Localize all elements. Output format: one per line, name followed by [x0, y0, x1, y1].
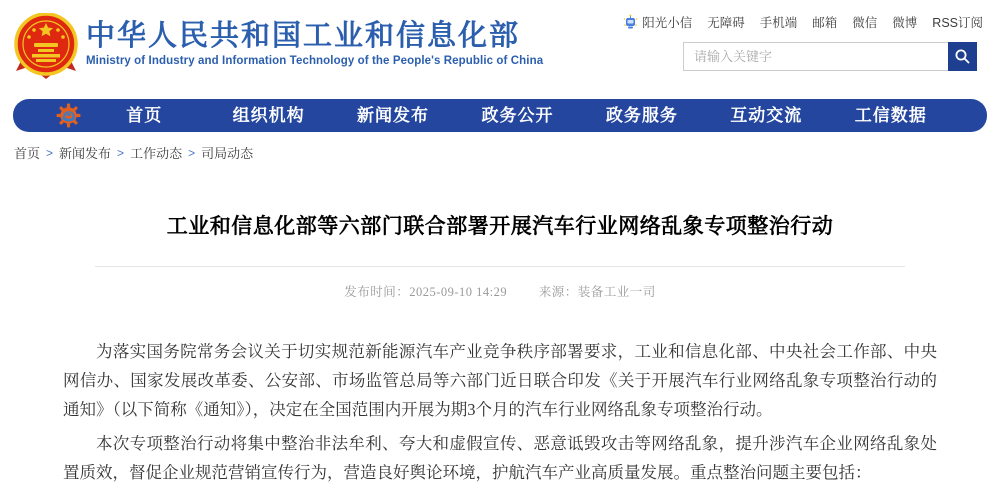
main-nav: [13, 99, 987, 132]
breadcrumb-work-trends[interactable]: 工作动态: [130, 146, 183, 161]
site-brand: [86, 19, 543, 67]
quick-link-wechat[interactable]: [852, 13, 877, 31]
breadcrumb: [14, 143, 1000, 162]
quick-link-yangguang[interactable]: [623, 13, 692, 31]
article-meta: [0, 282, 1000, 300]
quick-link-label: 无障碍: [707, 16, 745, 30]
assistant-robot-icon: [623, 14, 638, 30]
search-button[interactable]: [948, 42, 977, 71]
search-input[interactable]: [684, 43, 948, 70]
quick-link-mail[interactable]: [812, 13, 837, 31]
quick-link-mobile[interactable]: [760, 13, 798, 31]
miit-gear-logo-icon: [55, 102, 82, 129]
site-title: 中华人民共和国工业和信息化部: [86, 20, 521, 52]
nav-item-gov-services[interactable]: 政务服务: [605, 106, 678, 125]
national-emblem-icon: [14, 13, 78, 79]
article-source: 来源：装备工业一司: [538, 285, 656, 299]
nav-item-miit-data[interactable]: 工信数据: [854, 106, 927, 125]
nav-item-news[interactable]: 新闻发布: [357, 106, 430, 125]
breadcrumb-home[interactable]: 首页: [14, 146, 41, 161]
quick-link-rss[interactable]: [932, 13, 983, 31]
title-divider: [95, 266, 905, 267]
article-paragraph: 本次专项整治行动将集中整治非法牟利、夸大和虚假宣传、恶意诋毁攻击等网络乱象，提升涉汽车企业网络乱象处置质效，督促企业规范营销宣传行为，营造良好舆论环境，护航汽车产业高质量发展。重点整治问题主要包括：: [63, 434, 937, 482]
nav-item-organization[interactable]: 组织机构: [232, 106, 305, 125]
quick-link-label: 邮箱: [812, 16, 838, 30]
site-subtitle: Ministry of Industry and Information Technology of the People's Republic of China: [86, 55, 544, 67]
quick-link-label: 微信: [852, 16, 878, 30]
article-body: [63, 337, 937, 487]
breadcrumb-bureau-trends[interactable]: 司局动态: [201, 146, 254, 161]
breadcrumb-news[interactable]: 新闻发布: [59, 146, 112, 161]
article-title: 工业和信息化部等六部门联合部署开展汽车行业网络乱象专项整治行动: [166, 214, 834, 238]
nav-item-gov-disclosure[interactable]: 政务公开: [481, 106, 554, 125]
search-icon: [954, 48, 971, 65]
search-box: [683, 42, 977, 71]
article-paragraph: 为落实国务院常务会议关于切实规范新能源汽车产业竞争秩序部署要求，工业和信息化部、中央社会工作部、中央网信办、国家发展改革委、公安部、市场监管总局等六部门近日联合印发《关于开展汽车行业网络乱象专项整治行动的通知》（以下简称《通知》），决定在全国范围内开展为期3个月的汽车行业网络乱象专项整治行动。: [63, 342, 937, 419]
quick-link-accessibility[interactable]: [707, 13, 745, 31]
quick-link-label: 微博: [892, 16, 918, 30]
breadcrumb-separator: >: [188, 145, 196, 160]
breadcrumb-separator: >: [117, 145, 125, 160]
nav-item-interaction[interactable]: 互动交流: [730, 106, 803, 125]
site-header: [0, 0, 1000, 95]
quick-link-label: 手机端: [759, 16, 798, 30]
quick-link-label: RSS订阅: [932, 16, 983, 30]
breadcrumb-separator: >: [46, 145, 54, 160]
quick-links: [623, 13, 983, 31]
quick-link-label: 阳光小信: [642, 16, 693, 30]
publish-time: 发布时间：2025-09-10 14:29: [344, 285, 508, 299]
nav-item-home[interactable]: 首页: [126, 106, 163, 125]
quick-link-weibo[interactable]: [892, 13, 917, 31]
